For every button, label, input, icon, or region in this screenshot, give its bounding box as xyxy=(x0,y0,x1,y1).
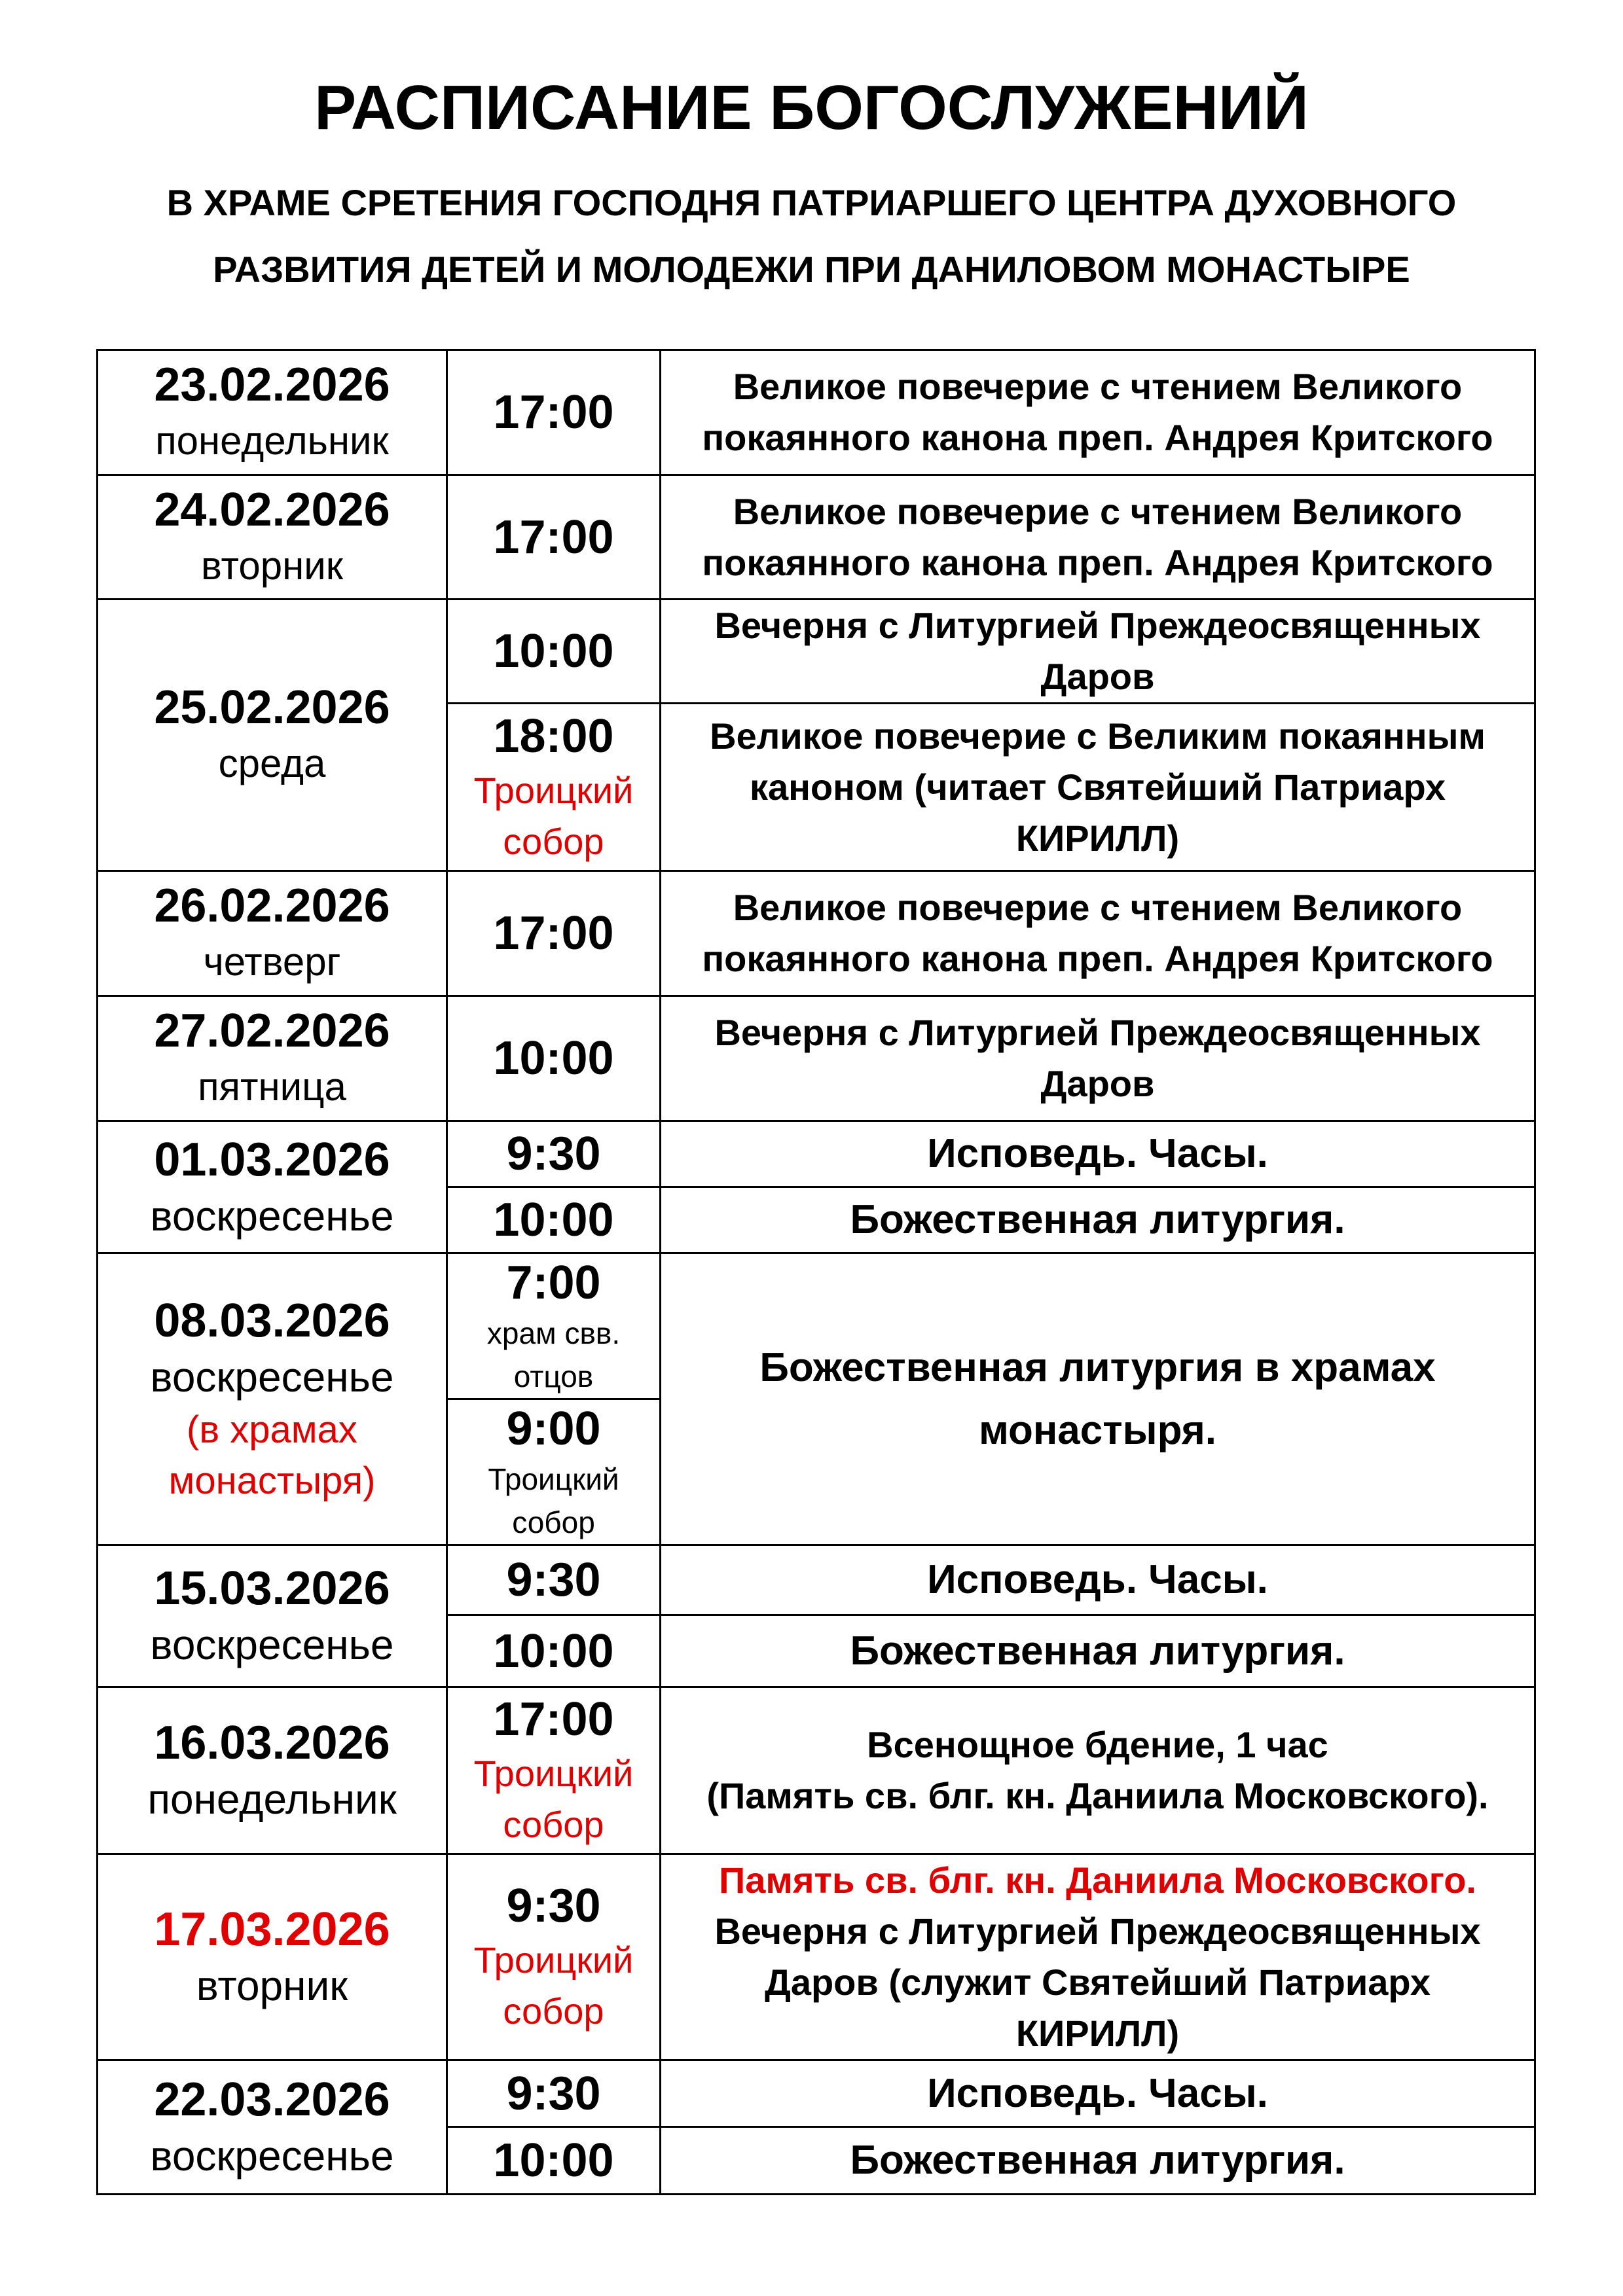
service-line: Всенощное бдение, 1 час xyxy=(867,1724,1328,1765)
table-row xyxy=(98,1854,1535,2060)
location: Троицкий xyxy=(488,1462,619,1496)
service-cell xyxy=(661,1545,1535,1615)
service-line: Божественная литургия. xyxy=(850,2138,1345,2183)
time-cell xyxy=(447,1399,661,1545)
time-cell xyxy=(447,1253,661,1399)
date: 23.02.2026 xyxy=(154,359,390,411)
service-line: Божественная литургия в храмах xyxy=(759,1344,1436,1390)
weekday: воскресенье xyxy=(150,1353,394,1401)
subtitle-line-1: В ХРАМЕ СРЕТЕНИЯ ГОСПОДНЯ ПАТРИАРШЕГО ЦЕНТРА ДУХОВНОГО xyxy=(166,182,1457,223)
time-cell xyxy=(447,1687,661,1854)
date-cell xyxy=(98,1687,447,1854)
service-line-feast: Память св. блг. кн. Даниила Московского. xyxy=(719,1859,1476,1901)
date: 16.03.2026 xyxy=(154,1717,390,1769)
service-cell xyxy=(661,2127,1535,2195)
table-row xyxy=(98,350,1535,475)
location: собор xyxy=(503,1990,604,2032)
weekday: воскресенье xyxy=(150,1621,394,1668)
time: 17:00 xyxy=(493,386,614,439)
service-line: Вечерня с Литургией Преждеосвященных xyxy=(714,605,1481,646)
service-line: Исповедь. Часы. xyxy=(927,2070,1268,2116)
date: 15.03.2026 xyxy=(154,1562,390,1615)
time: 17:00 xyxy=(493,907,614,960)
time: 10:00 xyxy=(493,1194,614,1246)
location: собор xyxy=(503,820,604,862)
weekday: четверг xyxy=(203,940,341,984)
table-row xyxy=(98,475,1535,600)
weekday: понедельник xyxy=(147,1776,397,1823)
weekday: понедельник xyxy=(155,419,389,463)
service-cell xyxy=(661,704,1535,871)
location: храм свв. xyxy=(486,1316,621,1350)
time-cell xyxy=(447,996,661,1121)
location: собор xyxy=(512,1505,595,1539)
date-note: (в храмах xyxy=(187,1408,357,1451)
service-cell xyxy=(661,1687,1535,1854)
time: 10:00 xyxy=(493,1624,614,1677)
service-line: Исповедь. Часы. xyxy=(927,1557,1268,1602)
location: собор xyxy=(503,1804,604,1845)
weekday: пятница xyxy=(198,1065,346,1109)
date: 01.03.2026 xyxy=(154,1133,390,1186)
service-line: Даров (служит Святейший Патриарх xyxy=(764,1962,1431,2003)
service-line: Великое повечерие с чтением Великого xyxy=(733,490,1463,532)
time-cell xyxy=(447,704,661,871)
date: 08.03.2026 xyxy=(154,1294,390,1347)
date-cell xyxy=(98,1854,447,2060)
service-line: Божественная литургия. xyxy=(850,1197,1345,1242)
service-cell xyxy=(661,2060,1535,2127)
time: 10:00 xyxy=(493,2134,614,2187)
date: 27.02.2026 xyxy=(154,1005,390,1057)
date: 22.03.2026 xyxy=(154,2073,390,2126)
time-cell xyxy=(447,1854,661,2060)
time: 9:30 xyxy=(506,1128,601,1180)
date-cell xyxy=(98,871,447,996)
location: Троицкий xyxy=(473,769,634,811)
service-cell xyxy=(661,350,1535,475)
service-line: каноном (читает Святейший Патриарх xyxy=(749,766,1446,808)
date-cell xyxy=(98,600,447,871)
time: 17:00 xyxy=(493,511,614,564)
time: 18:00 xyxy=(493,709,614,762)
time-cell xyxy=(447,1615,661,1687)
date-cell xyxy=(98,2060,447,2195)
service-line: Вечерня с Литургией Преждеосвященных xyxy=(714,1012,1481,1053)
date: 24.02.2026 xyxy=(154,483,390,536)
service-cell xyxy=(661,1854,1535,2060)
time-cell xyxy=(447,1121,661,1187)
time-cell xyxy=(447,871,661,996)
service-line: Даров xyxy=(1040,1063,1155,1104)
service-line: (Память св. блг. кн. Даниила Московского). xyxy=(706,1775,1489,1816)
service-cell xyxy=(661,600,1535,704)
date-cell xyxy=(98,350,447,475)
location: Троицкий xyxy=(473,1753,634,1794)
date-cell xyxy=(98,1253,447,1545)
service-line: КИРИЛЛ) xyxy=(1015,817,1180,859)
table-row xyxy=(98,600,1535,704)
service-line: покаянного канона преп. Андрея Критского xyxy=(702,417,1493,458)
subtitle-line-2: РАЗВИТИЯ ДЕТЕЙ И МОЛОДЕЖИ ПРИ ДАНИЛОВОМ МОНАСТЫРЕ xyxy=(213,249,1410,290)
table-row xyxy=(98,1687,1535,1854)
weekday: вторник xyxy=(200,543,343,588)
service-cell xyxy=(661,475,1535,600)
service-line: покаянного канона преп. Андрея Критского xyxy=(702,541,1493,583)
table-row xyxy=(98,871,1535,996)
weekday: воскресенье xyxy=(150,1192,394,1240)
time-cell xyxy=(447,2060,661,2127)
schedule-table xyxy=(96,349,1536,2195)
service-cell xyxy=(661,1615,1535,1687)
service-line: КИРИЛЛ) xyxy=(1015,2013,1180,2054)
time: 9:00 xyxy=(506,1403,601,1455)
time: 7:00 xyxy=(506,1257,601,1309)
time: 10:00 xyxy=(493,625,614,677)
service-line: Вечерня с Литургией Преждеосвященных xyxy=(714,1910,1481,1952)
service-line: Божественная литургия. xyxy=(850,1628,1345,1674)
weekday: вторник xyxy=(196,1962,348,2009)
time-cell xyxy=(447,350,661,475)
time: 10:00 xyxy=(493,1032,614,1085)
time-cell xyxy=(447,2127,661,2195)
page-title: РАСПИСАНИЕ БОГОСЛУЖЕНИЙ xyxy=(314,73,1309,143)
location: отцов xyxy=(513,1359,594,1393)
table-row xyxy=(98,1545,1535,1615)
service-line: Великое повечерие с чтением Великого xyxy=(733,887,1463,928)
location: Троицкий xyxy=(473,1939,634,1981)
date-cell xyxy=(98,1121,447,1253)
time-cell xyxy=(447,1545,661,1615)
time: 9:30 xyxy=(506,1554,601,1606)
date-cell xyxy=(98,1545,447,1687)
time-cell xyxy=(447,1187,661,1253)
table-row xyxy=(98,996,1535,1121)
service-cell xyxy=(661,1253,1535,1545)
time-cell xyxy=(447,475,661,600)
service-line: Великое повечерие с Великим покаянным xyxy=(710,715,1486,757)
service-cell xyxy=(661,871,1535,996)
service-cell xyxy=(661,1121,1535,1187)
time-cell xyxy=(447,600,661,704)
date-cell xyxy=(98,475,447,600)
service-line: монастыря. xyxy=(978,1407,1217,1453)
date: 26.02.2026 xyxy=(154,880,390,932)
service-line: Великое повечерие с чтением Великого xyxy=(733,366,1463,407)
weekday: среда xyxy=(218,742,326,785)
service-cell xyxy=(661,996,1535,1121)
service-line: Даров xyxy=(1040,656,1155,697)
table-row xyxy=(98,1121,1535,1187)
date-note: монастыря) xyxy=(168,1459,376,1502)
time: 17:00 xyxy=(493,1693,614,1746)
table-row xyxy=(98,1253,1535,1399)
time: 9:30 xyxy=(506,1880,601,1932)
table-row xyxy=(98,2060,1535,2127)
service-line: Исповедь. Часы. xyxy=(927,1131,1268,1176)
service-cell xyxy=(661,1187,1535,1253)
weekday: воскресенье xyxy=(150,2132,394,2179)
service-line: покаянного канона преп. Андрея Критского xyxy=(702,938,1493,979)
date: 25.02.2026 xyxy=(154,681,390,734)
date: 17.03.2026 xyxy=(154,1903,390,1956)
time: 9:30 xyxy=(506,2067,601,2120)
date-cell xyxy=(98,996,447,1121)
